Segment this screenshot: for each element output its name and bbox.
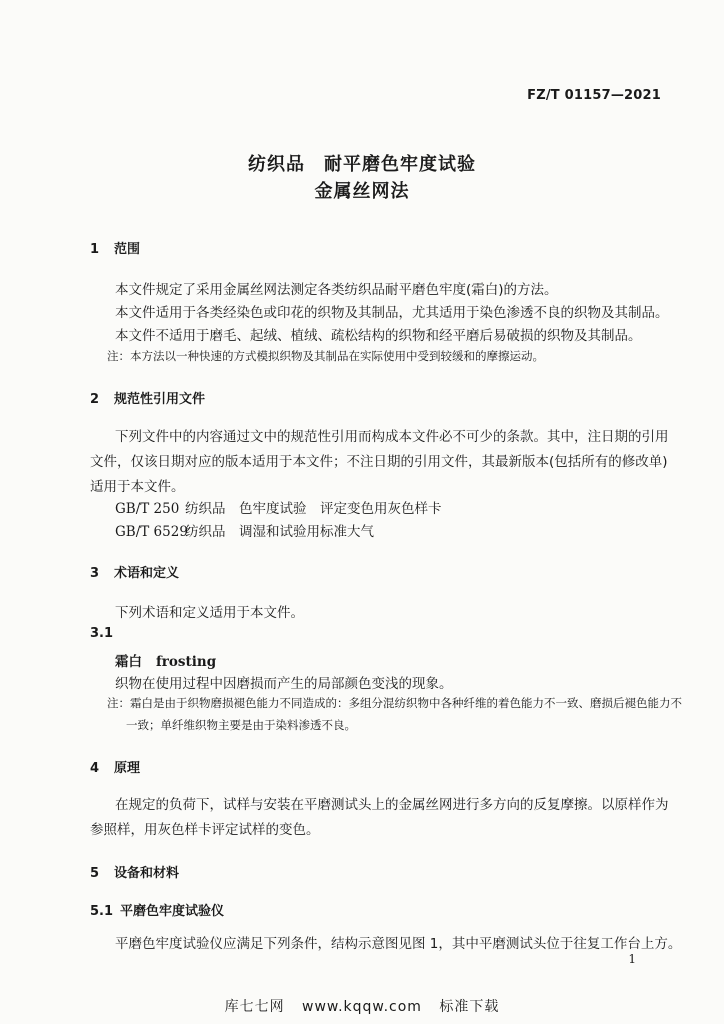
section-4-text: 在规定的负荷下，试样与安装在平磨测试头上的金属丝网进行多方向的反复摩擦。以原样作为参照样，用灰色样卡评定试样的变色。 [90, 797, 669, 838]
reference-item [115, 497, 442, 517]
section-number: 1 [90, 242, 100, 257]
section-1-paragraph-2: 本文件适用于各类经染色或印花的织物及其制品，尤其适用于染色渗透不良的织物及其制品。 [115, 305, 669, 321]
section-number: 5 [90, 866, 100, 881]
section-4-heading [90, 757, 140, 776]
subsection-3-1-number: 3.1 [90, 626, 114, 641]
reference-title: 纺织品 色牢度试验 评定变色用灰色样卡 [185, 501, 442, 517]
reference-title: 纺织品 调湿和试验用标准大气 [185, 524, 374, 540]
section-title: 范围 [114, 242, 141, 257]
section-number: 2 [90, 392, 100, 407]
standard-number: FZ/T 01157—2021 [527, 88, 661, 103]
section-number: 4 [90, 761, 100, 776]
section-title: 术语和定义 [114, 566, 180, 581]
footer-label: 标准下载 [439, 999, 500, 1015]
document-title-line1: 纺织品 耐平磨色牢度试验 [248, 154, 476, 175]
subsection-title: 平磨色牢度试验仪 [120, 904, 225, 919]
term-english: frosting [156, 654, 217, 670]
subsection-number: 5.1 [90, 904, 114, 919]
section-3-heading [90, 562, 179, 581]
section-title: 规范性引用文件 [114, 392, 206, 407]
footer-site-name: 库七七网 [224, 999, 285, 1015]
section-number: 3 [90, 566, 100, 581]
section-1-heading [90, 238, 140, 257]
section-2-intro: 下列文件中的内容通过文中的规范性引用而构成本文件必不可少的条款。其中，注日期的引用文件，仅该日期对应的版本适用于本文件；不注日期的引用文件，其最新版本(包括所有的修改单)适用于本文件。 [90, 429, 669, 495]
section-title: 设备和材料 [114, 866, 180, 881]
section-5-heading [90, 862, 179, 881]
section-1-paragraph-3: 本文件不适用于磨毛、起绒、植绒、疏松结构的织物和经平磨后易破损的织物及其制品。 [115, 328, 642, 344]
reference-code: GB/T 6529 [115, 524, 188, 540]
section-3-intro: 下列术语和定义适用于本文件。 [115, 605, 304, 621]
footer-watermark [0, 996, 724, 1016]
section-1-note: 注：本方法以一种快速的方式模拟织物及其制品在实际使用中受到较缓和的摩擦运动。 [107, 349, 544, 363]
section-5-text: 平磨色牢度试验仪应满足下列条件，结构示意图见图 1，其中平磨测试头位于往复工作台上方。 [115, 936, 682, 952]
section-1-paragraph-1: 本文件规定了采用金属丝网法测定各类纺织品耐平磨色牢度(霜白)的方法。 [115, 282, 558, 298]
section-3-note: 注：霜白是由于织物磨损褪色能力不同造成的：多组分混纺织物中各种纤维的着色能力不一致、磨损后褪色能力不一致；单纤维织物主要是由于染料渗透不良。 [107, 696, 682, 732]
section-2-heading [90, 388, 205, 407]
page-number: 1 [628, 952, 636, 966]
term-definition: 织物在使用过程中因磨损而产生的局部颜色变浅的现象。 [115, 676, 453, 692]
term-chinese: 霜白 [115, 654, 142, 670]
reference-item [115, 520, 374, 540]
document-title-line2: 金属丝网法 [314, 181, 410, 202]
subsection-5-1-heading [90, 900, 224, 919]
section-title: 原理 [114, 761, 141, 776]
term-entry [115, 650, 216, 670]
reference-code: GB/T 250 [115, 501, 180, 517]
footer-url[interactable]: www.kqqw.com [302, 999, 422, 1015]
